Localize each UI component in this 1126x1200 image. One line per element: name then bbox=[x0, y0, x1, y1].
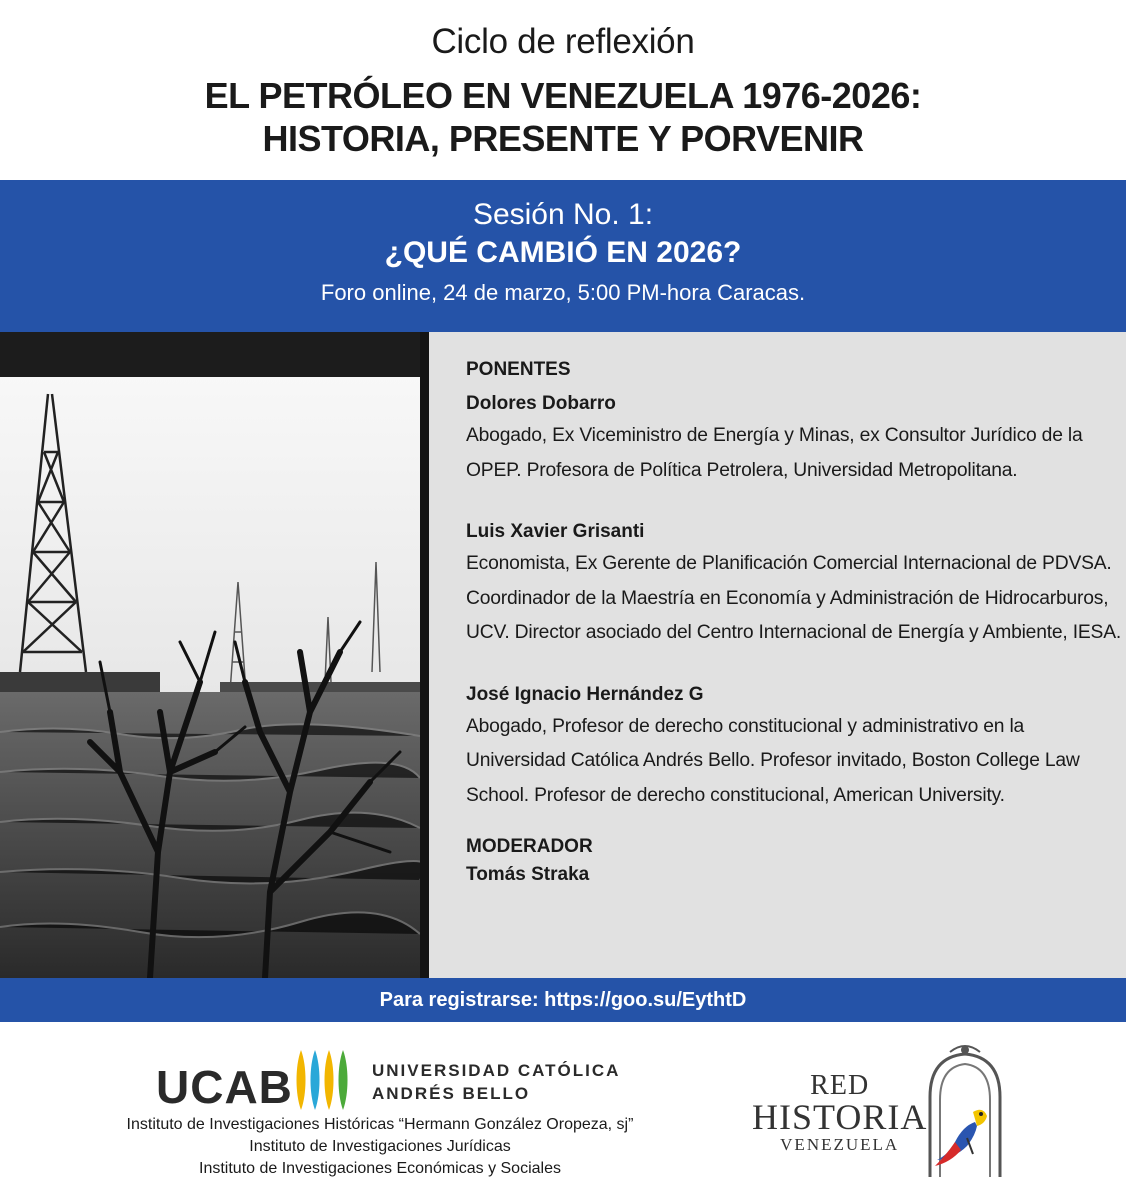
oil-derrick-lake-image bbox=[0, 332, 420, 978]
session-number: Sesión No. 1: bbox=[472, 198, 654, 231]
main-title-line-2: HISTORIA, PRESENTE Y PORVENIR bbox=[262, 118, 864, 159]
ucab-drops-icon bbox=[293, 1046, 349, 1114]
speakers-label: PONENTES bbox=[466, 359, 571, 380]
main-title-line-1: EL PETRÓLEO EN VENEZUELA 1976-2026: bbox=[204, 75, 922, 116]
moderator-name: Tomás Straka bbox=[466, 864, 590, 885]
session-title: ¿QUÉ CAMBIÓ EN 2026? bbox=[384, 236, 742, 269]
speaker-name: Luis Xavier Grisanti bbox=[466, 521, 645, 542]
speaker-name: José Ignacio Hernández G bbox=[466, 683, 704, 705]
speaker-bio: Abogado, Ex Viceministro de Energía y Minas, ex Consultor Jurídico de la OPEP. Profesora de Política Petrolera, Universidad Metropolitana. bbox=[466, 425, 1083, 481]
footer bbox=[0, 1022, 1126, 1200]
cycle-subtitle: Ciclo de reflexión bbox=[431, 22, 695, 61]
moderator-label: MODERADOR bbox=[466, 836, 593, 857]
bird-arch-emblem-icon bbox=[915, 1042, 1015, 1182]
institute-item: Instituto de Investigaciones Jurídicas bbox=[249, 1138, 511, 1155]
speakers-panel bbox=[429, 332, 1126, 978]
speaker-name: Dolores Dobarro bbox=[466, 393, 616, 414]
session-info: Foro online, 24 de marzo, 5:00 PM-hora Caracas. bbox=[320, 280, 806, 305]
oil-field-photo bbox=[0, 332, 420, 978]
registration-link[interactable]: Para registrarse: https://goo.su/EythtD bbox=[0, 978, 1126, 1022]
red-logo-line-3: VENEZUELA bbox=[780, 1135, 900, 1154]
speaker-bio: Economista, Ex Gerente de Planificación Comercial Internacional de PDVSA. Coordinador de la Maestría en Economía y Administración de Hidrocarburos, UCV. Director asociado del Centro Internacional de Energía y Ambiente, IESA. bbox=[466, 553, 1122, 643]
red-logo-line-1: RED bbox=[810, 1070, 870, 1101]
red-historia-logo bbox=[752, 1072, 927, 1156]
ucab-name-line-2: ANDRÉS BELLO bbox=[372, 1084, 531, 1103]
header bbox=[0, 0, 1126, 180]
institutes-list bbox=[60, 1114, 700, 1180]
ucab-name-line-1: UNIVERSIDAD CATÓLICA bbox=[372, 1061, 621, 1080]
speaker-bio: Abogado, Profesor de derecho constitucional y administrativo en la Universidad Católica Andrés Bello. Profesor invitado, Boston College Law School. Profesor de derecho constitucional, American University. bbox=[466, 715, 1080, 806]
session-band bbox=[0, 180, 1126, 332]
ucab-logo-text: UCAB bbox=[156, 1061, 293, 1113]
vertical-divider bbox=[420, 332, 429, 978]
ucab-full-name bbox=[372, 1059, 620, 1105]
institute-item: Instituto de Investigaciones Históricas “Hermann González Oropeza, sj” bbox=[126, 1116, 634, 1133]
institute-item: Instituto de Investigaciones Económicas y Sociales bbox=[199, 1160, 561, 1177]
red-logo-line-2: HISTORIA bbox=[752, 1097, 928, 1137]
